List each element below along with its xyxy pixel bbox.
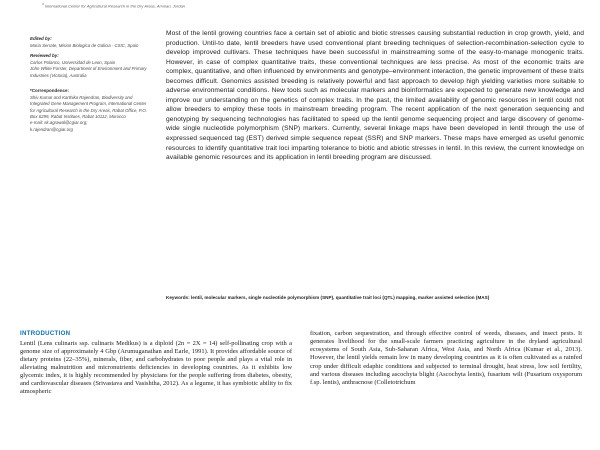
edited-by-value: Maria Serrate, Mision Biologica de Galicia - CSIC, Spain: [30, 42, 139, 48]
abstract-text: Most of the lentil growing countries face a certain set of abiotic and biotic stresses causing substantial reduction in crop growth, yield, and production. Until-to date, lentil breeders have used conventional plant breeding techniques of selection-recombination-selection cycle to develop improved cultivars. These techniques have been successful in mainstreaming some of the easy-to-manage monogenic traits. However, in case of complex quantitative traits, these conventional techniques are less precise. As most of the economic traits are complex, quantitative, and often influenced by environments and genotype–environment interaction, the genetic improvement of these traits becomes difficult. Genomics assisted breeding is relatively powerful and fast approach to develop high yielding varieties more suitable to adverse environmental conditions. New tools such as molecular markers and bioinformatics are expected to generate new knowledge and improve our understanding on the genetics of complex traits. In the past, the limited availability of genomic resources in lentil could not allow breeders to employ these tools in mainstream breeding program. The recent application of the next generation sequencing and genotyping by sequencing technologies has facilitated to speed up the lentil genome sequencing project and large discovery of genome-wide single nucleotide polymorphism (SNP) markers. Currently, several linkage maps have been developed in lentil through the use of expressed sequenced tag (EST) derived simple sequence repeat (SSR) and SNP markers. These maps have emerged as useful genomic resources to identify quantitative trait loci imparting tolerance to biotic and abiotic stresses in lentil. In this review, the current knowledge on available genomic resources and its application in lentil breeding program are discussed.: [166, 30, 584, 162]
keywords-line: [166, 294, 584, 301]
reviewer-1: Carlos Polanco, Universidad de Leon, Spain: [30, 59, 116, 65]
reviewed-by-block: [30, 53, 148, 79]
article-metadata-sidebar: [30, 36, 148, 137]
correspondence-value: Shiv Kumar and Karthika Rajendran, Biodiversity and Integrated Gene Management Program, International Center for Agricultural Research in the Dry Areas, Rabat Office, P.O. Box 6299, Rabat Institues, Rabat 10112, Morocco: [30, 94, 147, 120]
section-heading-introduction: INTRODUCTION: [20, 330, 71, 337]
body-column-right: [310, 330, 582, 450]
affiliation-marker: 3: [42, 2, 44, 6]
edited-by-label: Edited by:: [30, 36, 52, 41]
affiliation-text: International Center for Agricultural Research in the Dry Areas, Amman, Jordan: [44, 3, 185, 9]
introduction-right-text: fixation, carbon sequestration, and through effective control of weeds, diseases, and insect pests. It generates livelihood for the small-scale farmers practicing agriculture in the dryland agricultural ecosystems of South Asia, Sub-Saharan Africa, West Asia, and North Africa (Kumar et al., 2013). However, the lentil yields remain low in many developing countries as it is often cultivated as a rainfed crop under difficult edaphic conditions and subjected to terminal drought, heat stress, low soil fertility, and various diseases including ascochyta blight (Ascochyta lentis), fusarium wilt (Fusarium oxysporum f.sp. lentis), anthracnose (Colletotrichum: [310, 330, 582, 386]
correspondence-block: [30, 88, 148, 133]
keywords-label: Keywords:: [166, 295, 190, 300]
reviewed-by-label: Reviewed by:: [30, 52, 59, 58]
correspondence-email-1[interactable]: e-mail: sk.agrawal@cgiar.org;: [30, 120, 88, 126]
abstract-section: [166, 29, 584, 163]
edited-by-block: [30, 36, 148, 49]
reviewer-2: John White Forster, Department of Environment and Primary Industries (Victoria), Australia: [30, 66, 147, 78]
body-column-left: [20, 330, 292, 450]
affiliation-footnote: [42, 2, 342, 8]
introduction-left-text: Lentil (Lens culinaris ssp. culinaris Medikus) is a diploid (2n = 2X = 14) self-pollinating crop with a genome size of approximately 4 Gbp (Arumuganathan and Earle, 1991). It provides affordable source of dietary proteins (22–35%), minerals, fiber, and carbohydrates to poor people and plays a vital role in alleviating malnutrition and micronutrients deficiencies in developing countries. As it exhibits low glycemic index, it is highly recommended by physicians for the people suffering from diabetes, obesity, and cardiovascular diseases (Srivastava and Vasishtha, 2012). As a legume, it has symbiotic ability to fix atmospheric: [20, 339, 292, 396]
body-columns: [20, 330, 582, 450]
correspondence-email-2[interactable]: k.rajendran@cgiar.org: [30, 126, 73, 132]
correspondence-label: *Correspondence:: [30, 87, 70, 93]
keywords-value: lentil, molecular markers, single nucleotide polymorphism (SNP), quantitative trait loci (QTL) mapping, marker assisted selection (MAS): [190, 295, 490, 300]
